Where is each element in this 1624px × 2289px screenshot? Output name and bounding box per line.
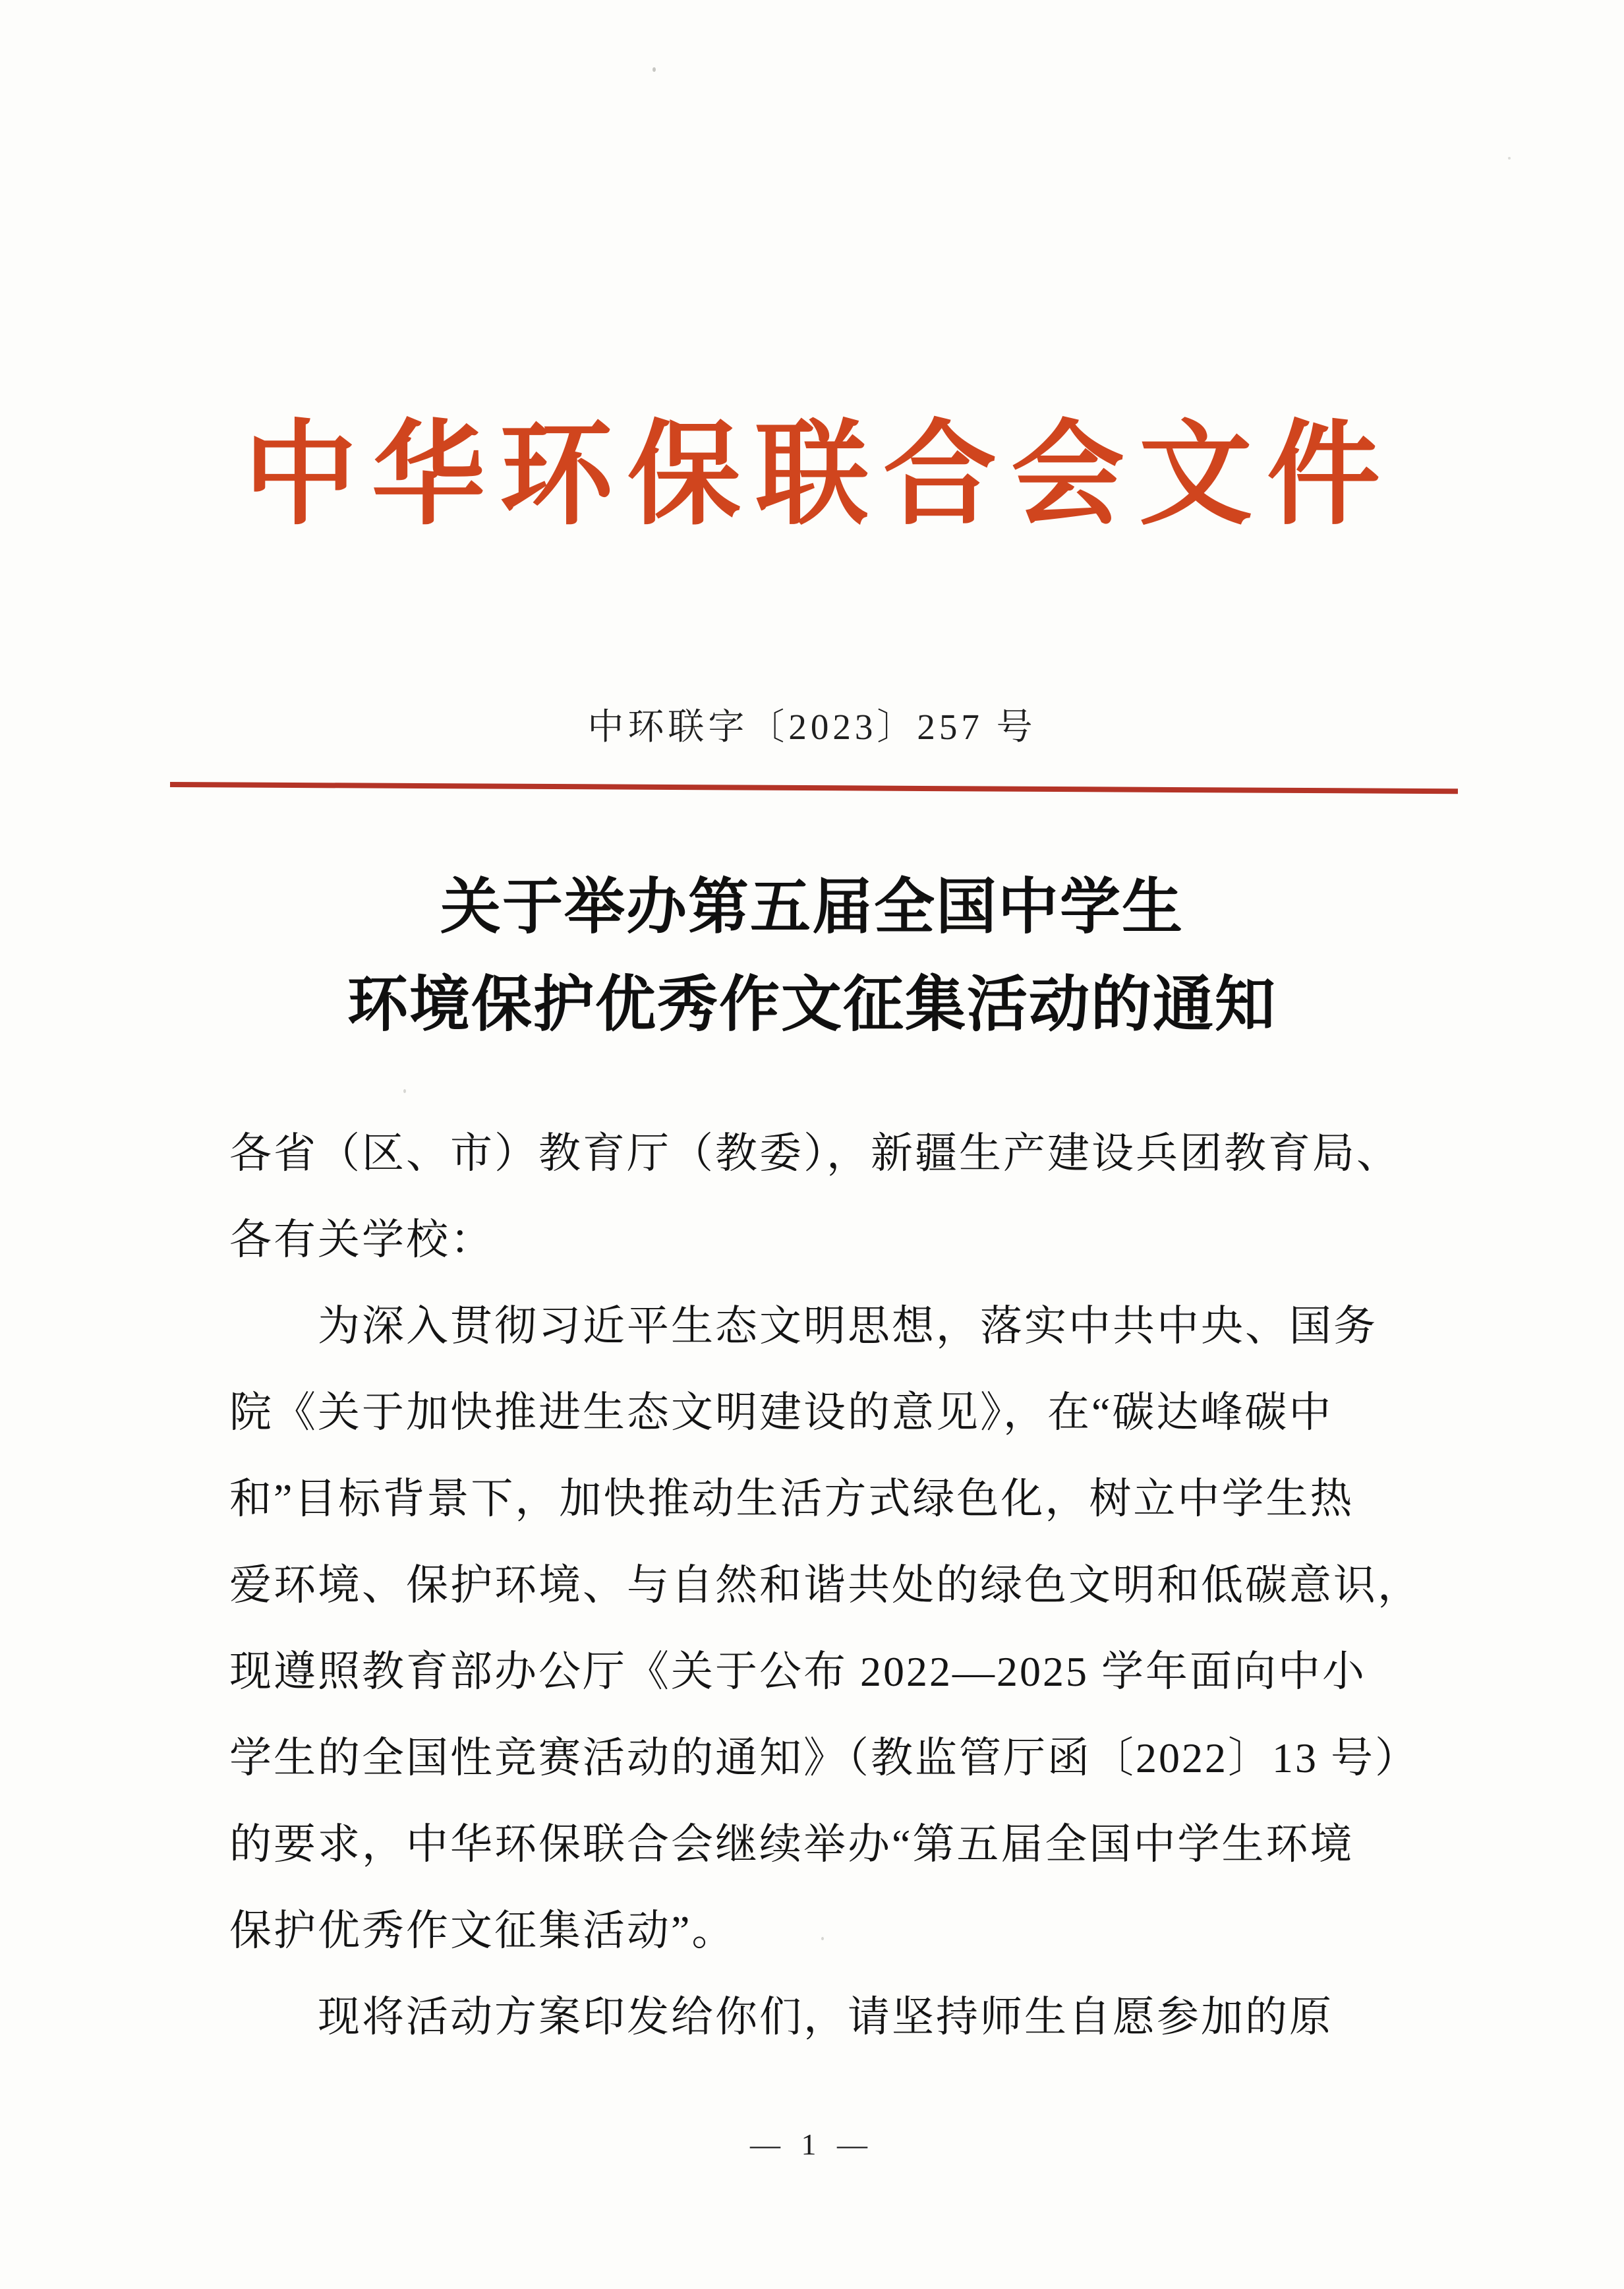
body-line: 现遵照教育部办公厅《关于公布 2022—2025 学年面向中小 [229, 1648, 1366, 1695]
scan-speck [821, 1937, 824, 1940]
notice-title-line-1: 关于举办第五届全国中学生 [440, 874, 1184, 941]
body-line: 学生的全国性竞赛活动的通知》（教监管厅函〔2022〕13 号） [229, 1735, 1419, 1781]
scan-speck [652, 67, 656, 72]
doc-number: 中环联字〔2023〕257 号 [587, 707, 1037, 747]
red-divider-line [170, 782, 1458, 794]
org-header-title: 中华环保联合会文件 [244, 413, 1395, 539]
body-line: 各省（区、市）教育厅（教委），新疆生产建设兵团教育局、 [229, 1130, 1401, 1177]
body-line: 为深入贯彻习近平生态文明思想，落实中共中央、国务 [318, 1303, 1378, 1350]
page-number: — 1 — [750, 2127, 874, 2161]
body-line: 和”目标背景下，加快推动生活方式绿色化，树立中学生热 [229, 1475, 1354, 1522]
body-line: 的要求，中华环保联合会继续举办“第五届全国中学生环境 [229, 1821, 1354, 1868]
body-text [229, 1110, 1426, 2060]
body-line: 现将活动方案印发给你们，请坚持师生自愿参加的原 [318, 1994, 1333, 2040]
notice-title-line-2: 环境保护优秀作文征集活动的通知 [347, 971, 1277, 1038]
body-line: 院《关于加快推进生态文明建设的意见》，在“碳达峰碳中 [229, 1389, 1333, 1436]
scan-speck [403, 1089, 406, 1093]
body-line: 各有关学校： [229, 1216, 494, 1263]
scan-speck [1508, 157, 1511, 160]
body-line: 爱环境、保护环境、与自然和谐共处的绿色文明和低碳意识， [229, 1562, 1422, 1609]
body-line: 保护优秀作文征集活动”。 [229, 1907, 736, 1954]
notice-title [0, 858, 1624, 1054]
